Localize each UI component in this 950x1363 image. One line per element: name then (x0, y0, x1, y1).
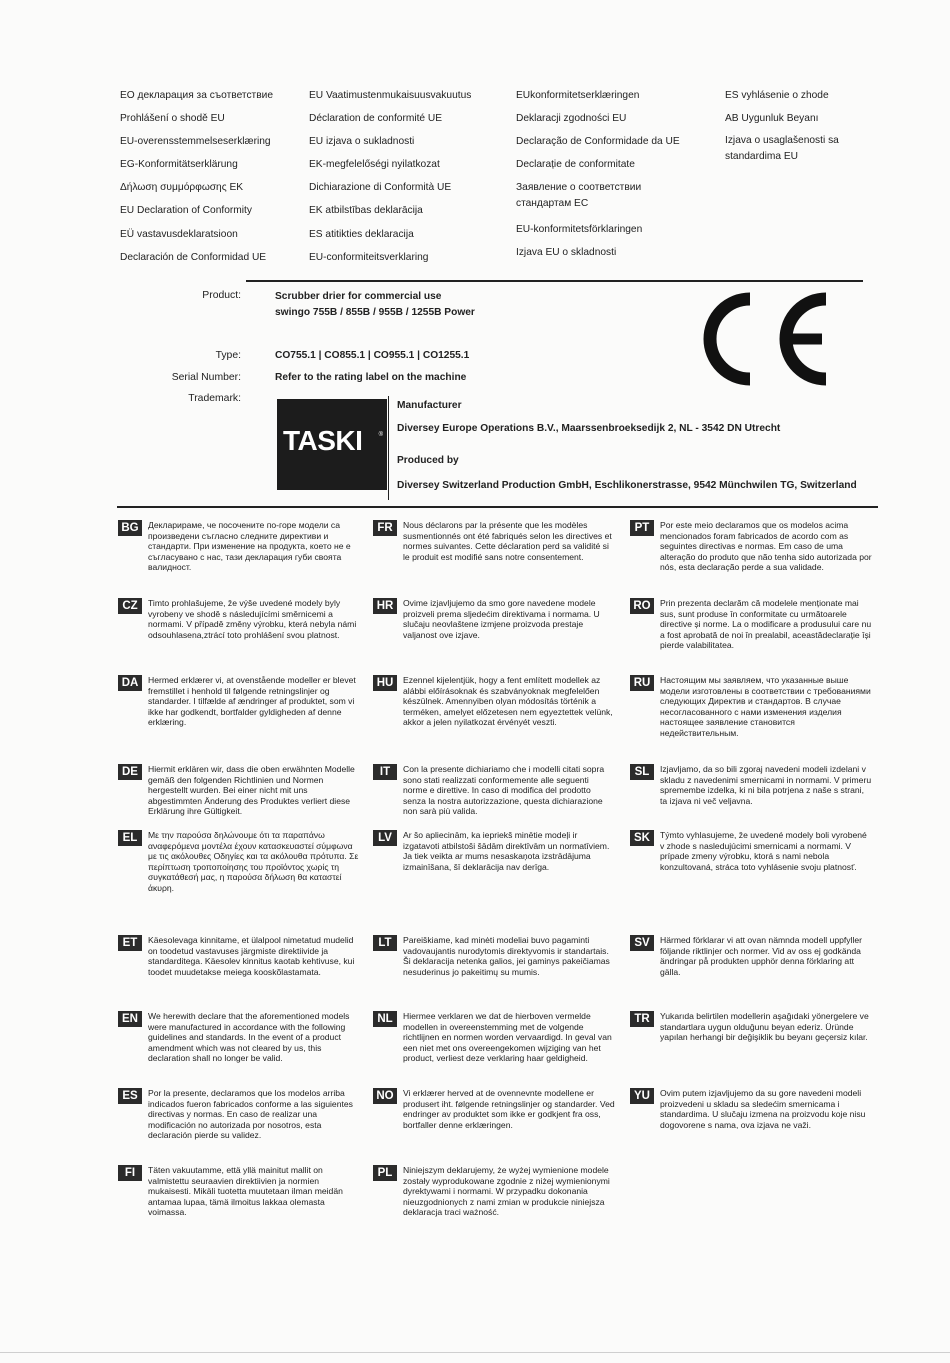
taski-logo (277, 399, 387, 490)
title-bg: ЕО декларация за съответствие (120, 90, 273, 101)
manufacturer-divider (388, 396, 389, 500)
declaration-text: Izjavljamo, da so bili zgoraj navedeni modeli izdelani v skladu z navedenimi smernicami in normami. V primeru spremembe izdelka, ki ni bila potrjena z naše s strani, ta izjava ni več veljavna. (660, 764, 872, 806)
product-line-2: swingo 755B / 855B / 955B / 1255B Power (275, 307, 475, 318)
language-code-badge: LV (373, 830, 397, 846)
title-pl: Deklaracji zgodności EU (516, 113, 627, 125)
declaration-text: Ezennel kijelentjük, hogy a fent említett modellek az alábbi előírásoknak és szabványoknak megfelelően készülnek. Amennyiben olyan módosítás történik a terméken, amelyet előzetesen nem egyeztettek velünk, akkor a jelen nyilatkozat érvényét veszti. (403, 675, 613, 728)
type-value: CO755.1 | CO855.1 | CO955.1 | CO1255.1 (275, 350, 470, 361)
registered-mark: ® (378, 432, 383, 438)
declaration-text: Ovim putem izjavljujemo da su gore navedeni modeli proizvedeni u skladu sa sledećim smernicama i standardima. U slučaju izmena na proizvodu koje nisu dogovorene s nama, ova izjava ne važi. (660, 1088, 866, 1130)
declaration-text: Härmed förklarar vi att ovan nämnda modell uppfyller följande riktlinjer och normer. Vid av oss ej godkända ändringar på produkten upphör denna förklaring att gälla. (660, 935, 863, 977)
title-column-2 (309, 84, 471, 269)
produced-by-label: Produced by (397, 455, 459, 466)
language-code-badge: DE (118, 764, 142, 780)
title-pt: Declaração de Conformidade da UE (516, 136, 680, 148)
title-el: Δήλωση συμμόρφωσης ΕΚ (120, 182, 244, 194)
serial-label: Serial Number: (171, 372, 241, 383)
title-no: EUkonformitetserklæringen (516, 90, 640, 101)
language-code-badge: HR (373, 598, 397, 614)
declaration-text: Timto prohlašujeme, že výše uvedené modely byly vyrobeny ve shodě s následujícími směrnicemi a normami. V případě změny výrobku, která nebyla námi odsouhlasena,ztrácí toto prohlášení svou platnost. (148, 598, 357, 640)
language-code-badge: EL (118, 830, 142, 846)
title-cz: Prohlášení o shodě EU (120, 113, 225, 125)
language-code-badge: IT (373, 764, 397, 780)
declaration-text: Käesolevaga kinnitame, et ülalpool nimetatud mudelid on toodetud vastavuses järgmiste direktiivide ja standarditega. Käesolev kinnitus kaotab kehtivuse, kui toodet muudetakse meiega kooskõlastamata. (148, 935, 355, 977)
language-code-badge: NO (373, 1088, 397, 1104)
language-code-badge: ES (118, 1088, 142, 1104)
title-column-1 (120, 84, 273, 269)
language-code-badge: FI (118, 1165, 142, 1181)
declaration-text: Con la presente dichiariamo che i modelli citati sopra sono stati realizzati conformemente alle seguenti norme e direttive. In caso di modifica del prodotto senza la nostra autorizzazione, questa dichiarazione non sarà più valida. (403, 764, 605, 817)
title-da: EU-overensstemmelseserklæring (120, 136, 271, 148)
ce-mark-icon (698, 289, 832, 389)
title-es: Declaración de Conformidad UE (120, 251, 267, 263)
language-code-badge: PT (630, 520, 654, 536)
declaration-text: Hiermee verklaren we dat de hierboven vermelde modellen in overeenstemming met de volgende richtlijnen en normen worden vervaardigd. In geval van een niet met ons overeengekomen wijziging van het product, verliest deze verklaring haar geldigheid. (403, 1011, 612, 1064)
taski-logo-text: TASKI (283, 425, 363, 456)
declaration-text: Настоящим мы заявляем, что указанные выше модели изготовлены в соответствии с требованиями следующих Директив и стандартов. В случае несогласованного с нами изменения изделия настоящее заявление становится недействительным. (660, 675, 871, 738)
language-code-badge: EN (118, 1011, 142, 1027)
title-yu-cont: standardima EU (725, 151, 799, 163)
language-code-badge: DA (118, 675, 142, 691)
declaration-text: Hermed erklærer vi, at ovenstående modeller er blevet fremstillet i henhold til følgende retningslinjer og standarder. I tilfælde af ændringer af produktet, som vi ikke har godkendt, bortfalder gyldigheden af denne erklæring. (148, 675, 356, 728)
manufacturer-label: Manufacturer (397, 400, 462, 411)
language-code-badge: HU (373, 675, 397, 691)
language-code-badge: RU (630, 675, 654, 691)
title-yu: Izjava o usaglašenosti sa (725, 135, 839, 147)
language-code-badge: FR (373, 520, 397, 536)
bottom-divider (117, 506, 878, 508)
title-it: Dichiarazione di Conformità UE (309, 182, 452, 194)
title-de: EG-Konformitätserklärung (120, 159, 238, 171)
language-code-badge: YU (630, 1088, 654, 1104)
type-label: Type: (215, 350, 241, 361)
declaration-text: Prin prezenta declarăm că modelele menționate mai sus, sunt produse în conformitate cu următoarele directive și norme. La o modificare a produsului care nu a fost aprobată de noi în prealabil, aceastădeclarație își pierde valabilitatea. (660, 598, 872, 651)
declaration-text: Týmto vyhlasujeme, že uvedené modely boli vyrobené v zhode s nasledujúcimi smernicami a normami. V prípade zmeny výrobku, ktorá s nami nebola konzultovaná, stráca toto vyhlásenie svoju platnosť. (660, 830, 867, 872)
language-code-badge: SV (630, 935, 654, 951)
title-fr: Déclaration de conformité UE (309, 113, 443, 125)
language-code-badge: SL (630, 764, 654, 780)
title-column-3 (516, 84, 680, 265)
title-nl: EU-conformiteitsverklaring (309, 251, 429, 263)
title-hu: EK-megfelelőségi nyilatkozat (309, 159, 440, 171)
declaration-text: Ovime izjavljujemo da smo gore navedene modele proizveli prema sljedećim direktivama i normama. U slučaju neovlaštene izmjene proizvoda prestaje valjanost ove izjave. (403, 598, 600, 640)
language-code-badge: RO (630, 598, 654, 614)
declaration-text: Niniejszym deklarujemy, że wyżej wymienione modele zostały wyprodukowane zgodnie z niżej wymienionymi dyrektywami i normami. W przypadku dokonania nieuzgodnionych z nami zmian w produkcie niniejsza deklaracja traci ważność. (403, 1165, 610, 1218)
title-hr: EU izjava o sukladnosti (309, 136, 415, 148)
title-fi: EU Vaatimustenmukaisuusvakuutus (309, 90, 472, 101)
title-lt: ES atitikties deklaracija (309, 228, 414, 240)
title-sv: EU-konformitetsförklaringen (516, 224, 643, 236)
language-code-badge: PL (373, 1165, 397, 1181)
declaration-text: Por la presente, declaramos que los modelos arriba indicados fueron fabricados conforme a las siguientes directivas y normas. En caso de realizar una modificación no autorizada por nosotros, esta declaración pierde su validez. (148, 1088, 353, 1141)
language-code-badge: NL (373, 1011, 397, 1027)
declaration-text: Hiermit erklären wir, dass die oben erwähnten Modelle gemäß den folgenden Richtlinien und Normen hergestellt wurden. Bei einer nicht mit uns abgestimmten Änderung des Produktes verliert diese Erklärung ihre Gültigkeit. (148, 764, 355, 817)
manufacturer-value: Diversey Europe Operations B.V., Maarssenbroeksedijk 2, NL - 3542 DN Utrecht (397, 423, 781, 434)
title-ru: Заявление о соответствии (516, 182, 642, 194)
title-tr: AB Uygunluk Beyanı (725, 113, 819, 125)
declaration-text: Ar šo apliecinām, ka iepriekš minētie modeļi ir izgatavoti atbilstoši šādām direktīvām un normatīviem. Ja tiek veikta ar mums nesaskaņota izstrādājuma izmainīšana, šī deklarācija nav derīga. (403, 830, 610, 872)
title-column-4 (725, 84, 839, 165)
declaration-text: Декларираме, че посочените по-горе модели са произведени съгласно следните директиви и стандарти. При изменение на продукта, което не е съгласувано с нас, тази декларация губи своята валидност. (148, 520, 351, 573)
declaration-text: Vi erklærer herved at de ovennevnte modellene er produsert iht. følgende retningslinjer og standarder. Ved endringer av produktet som ikke er godkjent fra oss, bortfaller denne erklæringen. (403, 1088, 615, 1130)
declaration-text: Nous déclarons par la présente que les modèles susmentionnés ont été fabriqués selon les directives et normes suivantes. Cette déclaration perd sa validité si le produit est modifié sans notre consentement. (403, 520, 612, 562)
title-et: EÜ vastavusdeklaratsioon (120, 228, 238, 240)
title-sl: Izjava EU o skladnosti (516, 247, 617, 259)
declaration-text: Yukarıda belirtilen modellerin aşağıdaki yönergelere ve standartlara uygun olduğunu beyan ederiz. Üründe yapılan herhangi bir değişiklik bu beyanı geçersiz kılar. (660, 1011, 869, 1043)
title-ro: Declarație de conformitate (516, 159, 635, 171)
language-code-badge: TR (630, 1011, 654, 1027)
declaration-text: Με την παρούσα δηλώνουμε ότι τα παραπάνω αναφερόμενα μοντέλα έχουν κατασκευαστεί σύμφωνα με τις ακόλουθες Οδηγίες και τα ακόλουθα πρότυπα. Σε περίπτωση τροποποίησης του προϊόντος χωρίς τη συγκατάθεσή μας, η παρούσα δήλωση θα καταστεί άκυρη. (148, 830, 359, 893)
language-code-badge: BG (118, 520, 142, 536)
title-en: EU Declaration of Conformity (120, 205, 252, 217)
declaration-text: Por este meio declaramos que os modelos acima mencionados foram fabricados de acordo com as seguintes directivas e normas. Em caso de uma alteração do produto que não tenha sido autorizada por nós, esta declaração perde a sua validade. (660, 520, 872, 573)
produced-by-value: Diversey Switzerland Production GmbH, Eschlikonerstrasse, 9542 Münchwilen TG, Switzerland (397, 480, 857, 491)
language-code-badge: SK (630, 830, 654, 846)
title-sk: ES vyhlásenie o zhode (725, 90, 829, 101)
page-edge-line (0, 1352, 950, 1353)
top-divider (246, 280, 863, 282)
declaration-text: We herewith declare that the aforementioned models were manufactured in accordance with the following guidelines and standards. In the event of a product amendment which was not cleared by us, this declaration shall no longer be valid. (148, 1011, 350, 1064)
product-line-1: Scrubber drier for commercial use (275, 291, 442, 302)
serial-value: Refer to the rating label on the machine (275, 372, 467, 383)
declaration-text: Pareiškiame, kad minėti modeliai buvo pagaminti vadovaujantis nurodytomis direktyvomis ir standartais. Ši deklaracija netenka galios, jei gaminys pakeičiamas nesuderinus jo pakeitimų su mumis. (403, 935, 610, 977)
declaration-text: Täten vakuutamme, että yllä mainitut mallit on valmistettu seuraavien direktiivien ja normien mukaisesti. Mikäli tuotetta muutetaan ilman meidän antamaa lupaa, tämä ilmoitus lakkaa olemasta voimassa. (148, 1165, 343, 1218)
title-ru-cont: стандартам ЕС (516, 198, 589, 210)
language-code-badge: ET (118, 935, 142, 951)
language-code-badge: CZ (118, 598, 142, 614)
trademark-label: Trademark: (188, 393, 241, 404)
language-code-badge: LT (373, 935, 397, 951)
product-value (275, 289, 475, 321)
title-lv: EK atbilstības deklarācija (309, 205, 423, 217)
product-label: Product: (202, 290, 241, 301)
